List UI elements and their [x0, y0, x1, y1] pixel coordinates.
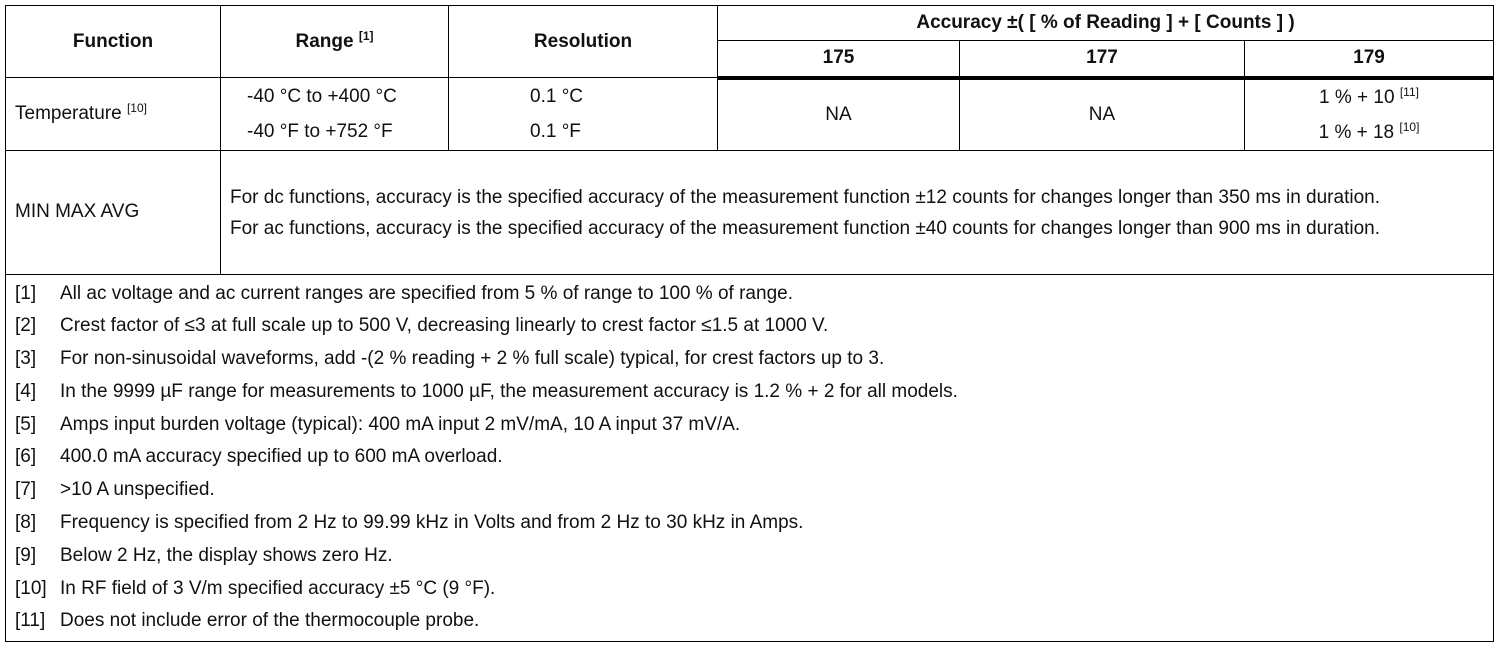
footnote: [15, 543, 1484, 576]
specification-table: [5, 5, 1494, 642]
header-function: [6, 6, 221, 78]
footnote: [15, 608, 1484, 641]
footnote: [15, 477, 1484, 510]
footnote-text: Does not include error of the thermocouple probe.: [60, 610, 480, 632]
header-function-label: Function: [72, 30, 154, 52]
footnote-number: [11]: [15, 610, 46, 632]
header-accuracy-label: Accuracy ±( [ % of Reading ] + [ Counts ] ): [916, 12, 1295, 33]
range-fahrenheit: -40 °F to +752 °F: [247, 120, 393, 142]
resolution-celsius: 0.1 °C: [530, 85, 584, 107]
footnote: [15, 444, 1484, 477]
footnote: [15, 313, 1484, 346]
footnote-ref: [10]: [1399, 119, 1420, 134]
resolution-fahrenheit: 0.1 °F: [530, 120, 581, 142]
ac-accuracy-text: For ac functions, accuracy is the specified accuracy of the measurement function ±40 counts for changes longer than 900 ms in duration.: [230, 217, 1380, 239]
function-cell: MIN MAX AVG: [6, 150, 221, 274]
footnote-text: For non-sinusoidal waveforms, add -(2 % reading + 2 % full scale) typical, for crest factors up to 3.: [60, 348, 885, 370]
accuracy-value: 1 % + 10: [1319, 86, 1395, 108]
footnote-number: [4]: [15, 380, 37, 402]
footnote-number: [2]: [15, 315, 37, 337]
footnote: [15, 346, 1484, 379]
range-celsius: -40 °C to +400 °C: [247, 85, 397, 107]
footnote-number: [10]: [15, 577, 47, 599]
function-cell: [6, 78, 221, 151]
accuracy-value: 1 % + 18: [1318, 121, 1395, 143]
range-cell: [221, 78, 449, 151]
footnote: [15, 281, 1484, 314]
footnote-text: Amps input burden voltage (typical): 400 mA input 2 mV/mA, 10 A input 37 mV/A.: [60, 413, 741, 435]
header-model-177: 177: [960, 41, 1245, 78]
resolution-cell: [449, 78, 718, 151]
footnote: [15, 412, 1484, 445]
header-range: [221, 6, 449, 78]
footnote-text: Crest factor of ≤3 at full scale up to 500 V, decreasing linearly to crest factor ≤1.5 at 1000 V.: [60, 315, 829, 337]
footnotes: [6, 274, 1494, 642]
header-model-175: 175: [718, 41, 960, 78]
accuracy-179-cell: [1245, 78, 1494, 151]
footnote: [15, 379, 1484, 412]
header-model-179: 179: [1245, 41, 1494, 78]
footnote-text: In RF field of 3 V/m specified accuracy ±5 °C (9 °F).: [60, 577, 496, 599]
footnote-number: [6]: [15, 446, 37, 468]
footnote-text: Frequency is specified from 2 Hz to 99.99 kHz in Volts and from 2 Hz to 30 kHz in Amps.: [60, 512, 804, 534]
function-label: Temperature: [15, 102, 122, 124]
header-resolution-label: Resolution: [533, 30, 633, 52]
footnote-text: Below 2 Hz, the display shows zero Hz.: [60, 544, 393, 566]
footnotes-row: [6, 274, 1494, 642]
accuracy-175-cell: NA: [718, 78, 960, 151]
footnote-ref: [10]: [126, 100, 147, 115]
footnote-number: [3]: [15, 348, 37, 370]
header-row-1: [6, 6, 1494, 41]
footnote-text: 400.0 mA accuracy specified up to 600 mA overload.: [60, 446, 503, 468]
header-accuracy: [718, 6, 1494, 41]
min-max-avg-description: [221, 150, 1494, 274]
accuracy-179-celsius: [1245, 80, 1493, 115]
footnote-text: In the 9999 µF range for measurements to 1000 µF, the measurement accuracy is 1.2 % + 2 for all models.: [60, 380, 958, 402]
footnote-number: [5]: [15, 413, 37, 435]
footnote-number: [7]: [15, 479, 37, 501]
header-resolution: [449, 6, 718, 78]
header-range-label: Range: [295, 30, 354, 52]
footnote-number: [9]: [15, 544, 37, 566]
footnote-text: >10 A unspecified.: [60, 479, 215, 501]
footnote: [15, 576, 1484, 609]
footnote-number: [1]: [15, 282, 37, 304]
dc-accuracy-text: For dc functions, accuracy is the specified accuracy of the measurement function ±12 counts for changes longer than 350 ms in duration.: [230, 186, 1380, 208]
footnote-ref: [11]: [1399, 84, 1419, 99]
table-row-min-max-avg: [6, 150, 1494, 274]
footnote-ref: [1]: [358, 28, 374, 43]
accuracy-177-cell: NA: [960, 78, 1245, 151]
table-row-temperature: [6, 78, 1494, 151]
footnote: [15, 510, 1484, 543]
footnote-number: [8]: [15, 512, 37, 534]
footnote-text: All ac voltage and ac current ranges are specified from 5 % of range to 100 % of range.: [60, 282, 793, 304]
accuracy-179-fahrenheit: [1245, 115, 1493, 150]
